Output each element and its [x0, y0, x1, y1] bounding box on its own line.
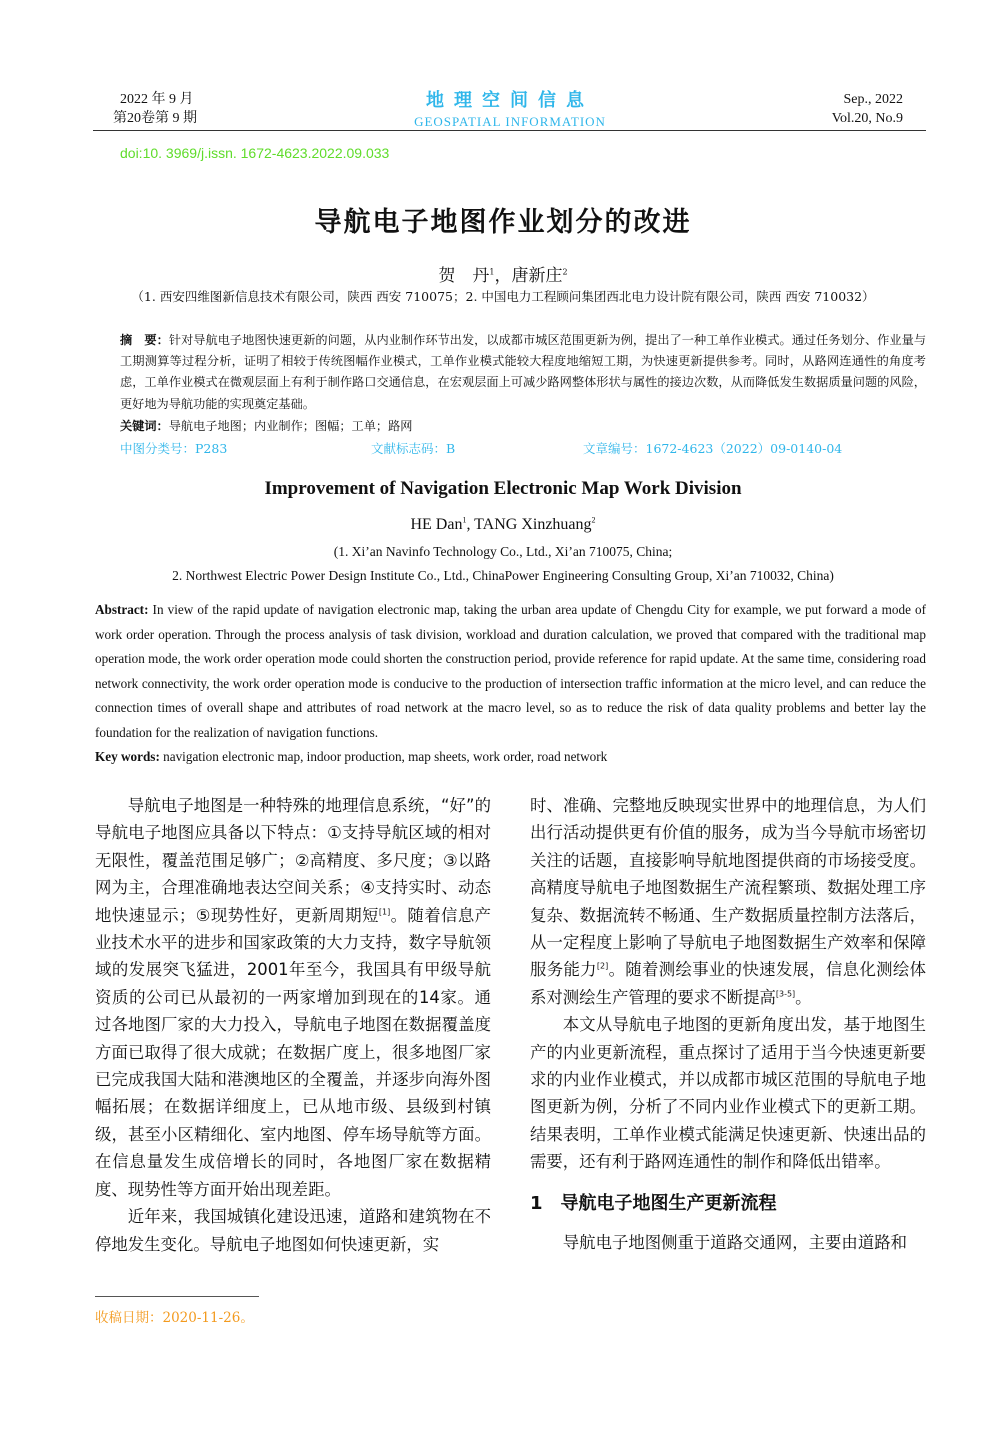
section-heading-1: 1 导航电子地图生产更新流程	[530, 1192, 777, 1214]
keywords-en: Key words: navigation electronic map, indoor production, map sheets, work order, road network	[95, 749, 608, 764]
footnote-rule	[95, 1296, 259, 1297]
affiliation-en-1: (1. Xi’an Navinfo Technology Co., Ltd., Xi’an 710075, China;	[333, 544, 673, 559]
body-right-column	[530, 792, 926, 1257]
clc-number: 中图分类号：P283	[120, 441, 228, 456]
received-date: 收稿日期：2020-11-26。	[95, 1310, 254, 1326]
header-right	[832, 90, 903, 128]
affiliation-en-2: 2. Northwest Electric Power Design Institute Co., Ltd., ChinaPower Engineering Consulting Group, Xi’an 710032, China)	[172, 568, 834, 583]
paragraph-3: 本文从导航电子地图的更新角度出发，基于地图生产的内业更新流程，重点探讨了适用于当今快速更新要求的内业作业模式，并以成都市城区范围的导航电子地图更新为例，分析了不同内业作业模式下的更新工期。结果表明，工单作业模式能满足快速更新、快速出品的需要，还有利于路网连通性的制作和降低出错率。	[530, 1015, 926, 1172]
issue-date-en: Sep., 2022	[843, 92, 903, 107]
doi-link[interactable]: doi:10. 3969/j.issn. 1672-4623.2022.09.033	[120, 145, 390, 161]
authors-en: HE Dan$^1$, TANG Xinzhuang$^2$	[410, 515, 596, 533]
paragraph-2: 近年来，我国城镇化建设迅速，道路和建筑物在不停地发生变化。导航电子地图如何快速更新，实	[95, 1207, 491, 1254]
title-en: Improvement of Navigation Electronic Map Work Division	[264, 478, 742, 499]
paragraph-4: 导航电子地图侧重于道路交通网，主要由道路和	[562, 1233, 907, 1253]
keywords-cn: 关键词：导航电子地图；内业制作；图幅；工单；路网	[120, 419, 413, 433]
abstract-en: Abstract: In view of the rapid update of navigation electronic map, taking the urban area update of Chengdu City for example, we put forward a mode of work order operation. Through the process analysis of task division, workload and duration calculation, we proved that compared with the traditional map operation mode, the work order operation mode could shorten the construction period, provide reference for rapid update. At the same time, considering road network connectivity, the work order operation mode is conducive to the production of intersection traffic information at the micro level, and can reduce the connection times of overall shape and attributes of road network at the macro level, so as to reduce the risk of data quality problems and better lay the foundation for the realization of navigation functions.	[95, 602, 926, 740]
paragraph-1: 导航电子地图是一种特殊的地理信息系统，“好”的导航电子地图应具备以下特点：①支持导航区域的相对无限性，覆盖范围足够广；②高精度、多尺度；③以路网为主，合理准确地表达空间关系；④支持实时、动态地快速显示；⑤现势性好，更新周期短[1]。随着信息产业技术水平的进步和国家政策的大力支持，数字导航领域的发展突飞猛进，2001年至今，我国具有甲级导航资质的公司已从最初的一两家增加到现在的14家。通过各地图厂家的大力投入，导航电子地图在数据覆盖度方面已取得了很大成就；在数据广度上，很多地图厂家已完成我国大陆和港澳地区的全覆盖，并逐步向海外图幅拓展；在数据详细度上，已从地市级、县级到村镇级，甚至小区精细化、室内地图、停车场导航等方面。在信息量发生成倍增长的同时，各地图厂家在数据精度、现势性等方面开始出现差距。	[95, 796, 492, 1199]
affiliations-cn: （1. 西安四维图新信息技术有限公司，陕西 西安 710075；2. 中国电力工程顾问集团西北电力设计院有限公司，陕西 西安 710032）	[131, 289, 875, 304]
title-cn: 导航电子地图作业划分的改进	[314, 207, 692, 238]
authors-cn: 贺 丹$^1$，唐新庄$^2$	[438, 266, 568, 286]
issue-date-cn: 2022 年 9 月	[120, 92, 194, 107]
body-left-column	[95, 792, 491, 1258]
document-code: 文献标志码：B	[371, 441, 456, 456]
header-left	[113, 90, 197, 128]
volume-en: Vol.20, No.9	[831, 111, 903, 126]
abstract-cn: 摘 要：针对导航电子地图快速更新的问题，从内业制作环节出发，以成都市城区范围更新为例，提出了一种工单作业模式。通过任务划分、作业量与工期测算等过程分析，证明了相较于传统图幅作业模式，工单作业模式能较大程度地缩短工期，为快速更新提供参考。同时，从路网连通性的角度考虑，工单作业模式在微观层面上有利于制作路口交通信息，在宏观层面上可减少路网整体形状与属性的接边次数，从而降低发生数据质量问题的风险，更好地为导航功能的实现奠定基础。	[120, 333, 927, 411]
journal-masthead	[360, 86, 660, 130]
journal-title-cn: 地理空间信息	[426, 90, 594, 111]
journal-title-en: GEOSPATIAL INFORMATION	[414, 114, 606, 129]
paragraph-2-cont: 时、准确、完整地反映现实世界中的地理信息，为人们出行活动提供更有价值的服务，成为当今导航市场密切关注的话题，直接影响导航地图提供商的市场接受度。高精度导航电子地图数据生产流程繁琐、数据处理工序复杂、数据流转不畅通、生产数据质量控制方法落后，从一定程度上影响了导航电子地图数据生产效率和保障服务能力[2]。随着测绘事业的快速发展，信息化测绘体系对测绘生产管理的要求不断提高[3-5]。	[530, 796, 927, 1007]
article-number: 文章编号：1672-4623（2022）09-0140-04	[583, 441, 843, 456]
header-rule	[93, 130, 926, 131]
volume-cn: 第20卷第 9 期	[113, 111, 197, 126]
